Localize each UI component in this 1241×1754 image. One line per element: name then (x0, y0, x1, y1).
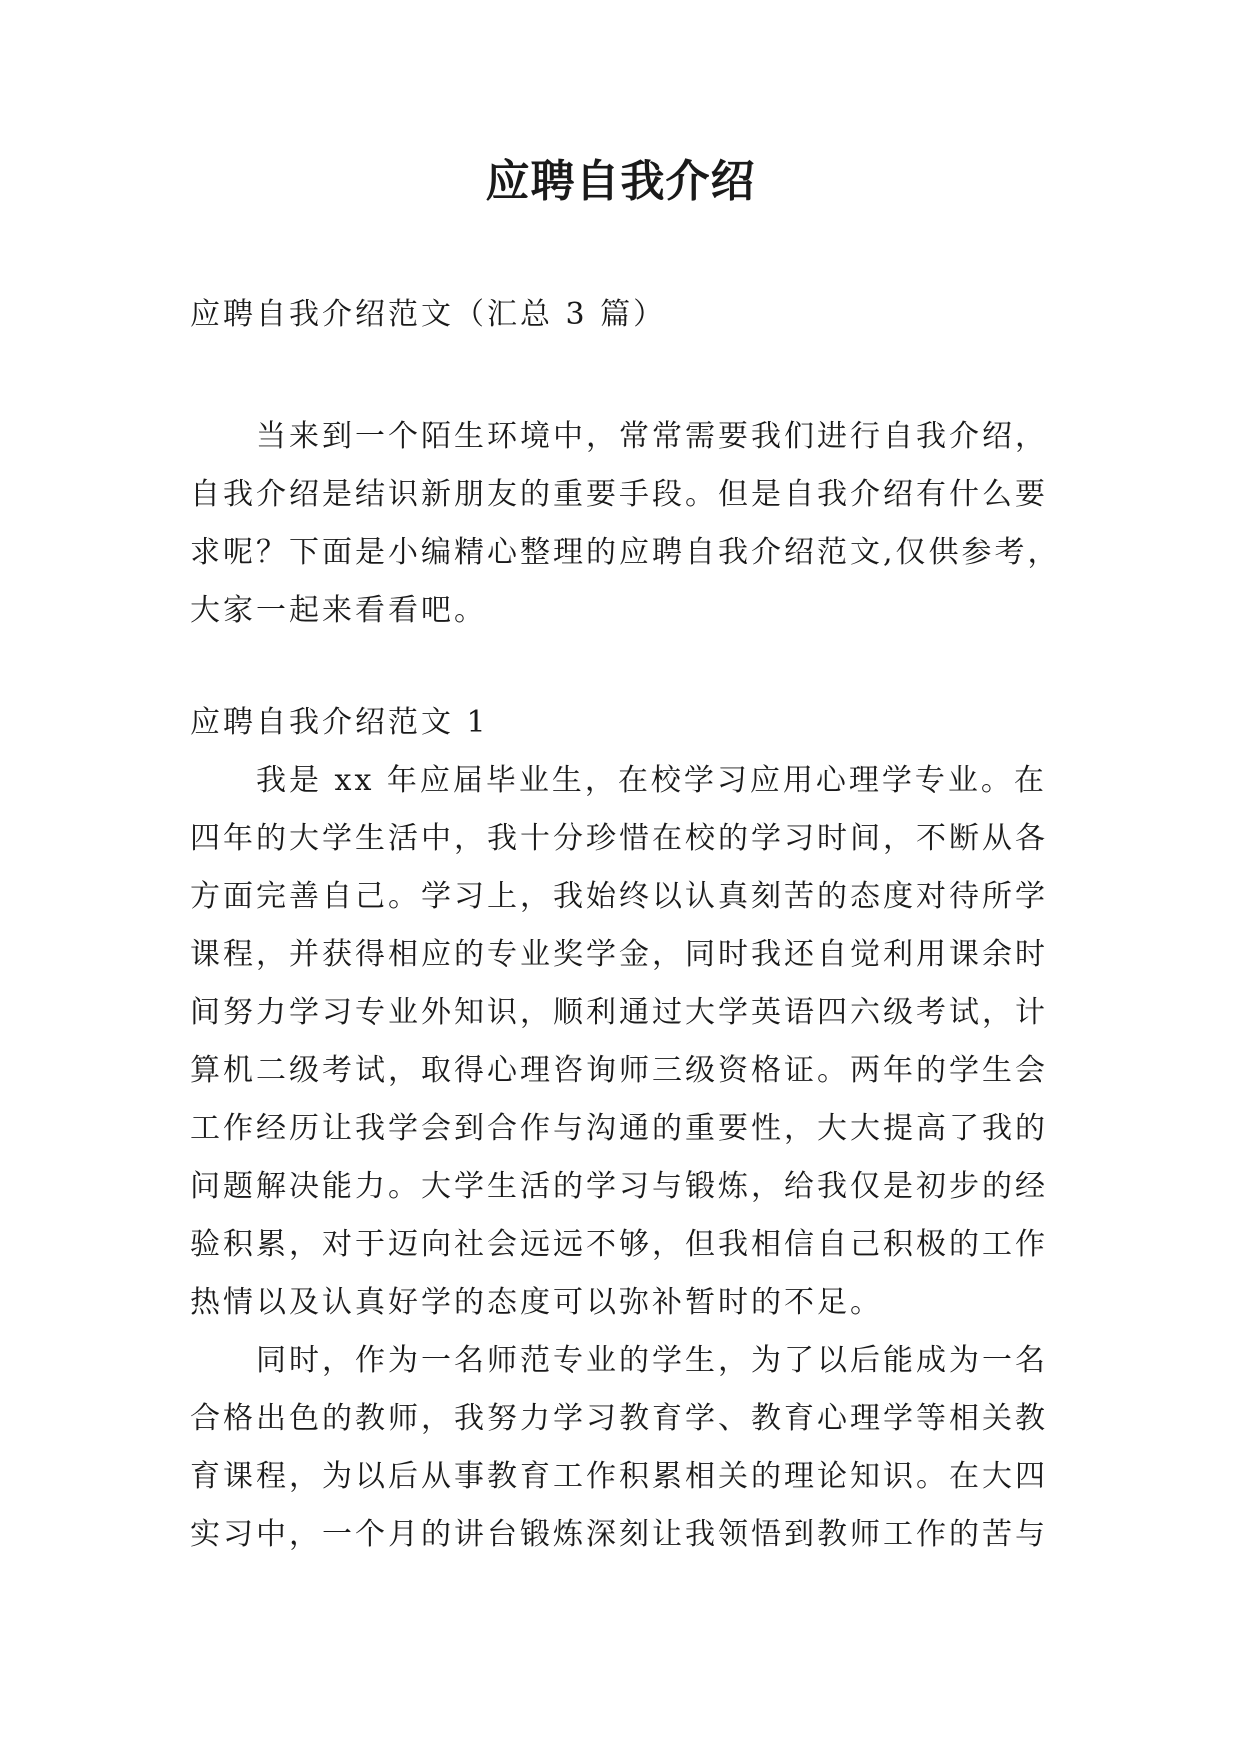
paragraph-line: 算机二级考试，取得心理咨询师三级资格证。两年的学生会 (190, 1053, 1048, 1088)
intro-line: 求呢？下面是小编精心整理的应聘自我介绍范文,仅供参考， (190, 535, 1061, 570)
paragraph-line: 工作经历让我学会到合作与沟通的重要性，大大提高了我的 (190, 1111, 1048, 1146)
paragraph-line: 热情以及认真好学的态度可以弥补暂时的不足。 (190, 1285, 883, 1320)
paragraph-line: 我是 xx 年应届毕业生，在校学习应用心理学专业。在 (256, 763, 1047, 798)
paragraph-line: 四年的大学生活中，我十分珍惜在校的学习时间，不断从各 (190, 821, 1048, 856)
intro-line: 当来到一个陌生环境中，常常需要我们进行自我介绍， (256, 419, 1048, 454)
document-subtitle: 应聘自我介绍范文（汇总 3 篇） (190, 297, 667, 332)
paragraph-line: 方面完善自己。学习上，我始终以认真刻苦的态度对待所学 (190, 879, 1048, 914)
intro-line: 大家一起来看看吧。 (190, 593, 487, 628)
paragraph-line: 验积累，对于迈向社会远远不够，但我相信自己积极的工作 (190, 1227, 1048, 1262)
section1-paragraph-1 (190, 752, 1060, 1332)
paragraph-line: 同时，作为一名师范专业的学生，为了以后能成为一名 (256, 1343, 1048, 1378)
document-title: 应聘自我介绍 (485, 156, 756, 207)
paragraph-line: 育课程，为以后从事教育工作积累相关的理论知识。在大四 (190, 1459, 1048, 1494)
paragraph-line: 课程，并获得相应的专业奖学金，同时我还自觉利用课余时 (190, 937, 1048, 972)
intro-paragraph (190, 408, 1060, 640)
paragraph-line: 间努力学习专业外知识，顺利通过大学英语四六级考试，计 (190, 995, 1048, 1030)
paragraph-line: 问题解决能力。大学生活的学习与锻炼，给我仅是初步的经 (190, 1169, 1048, 1204)
section-heading: 应聘自我介绍范文 1 (190, 705, 489, 740)
section1-paragraph-2 (190, 1332, 1060, 1564)
document-body (190, 286, 1060, 1564)
paragraph-line: 合格出色的教师，我努力学习教育学、教育心理学等相关教 (190, 1401, 1048, 1436)
intro-line: 自我介绍是结识新朋友的重要手段。但是自我介绍有什么要 (190, 477, 1048, 512)
paragraph-line: 实习中，一个月的讲台锻炼深刻让我领悟到教师工作的苦与 (190, 1517, 1048, 1552)
